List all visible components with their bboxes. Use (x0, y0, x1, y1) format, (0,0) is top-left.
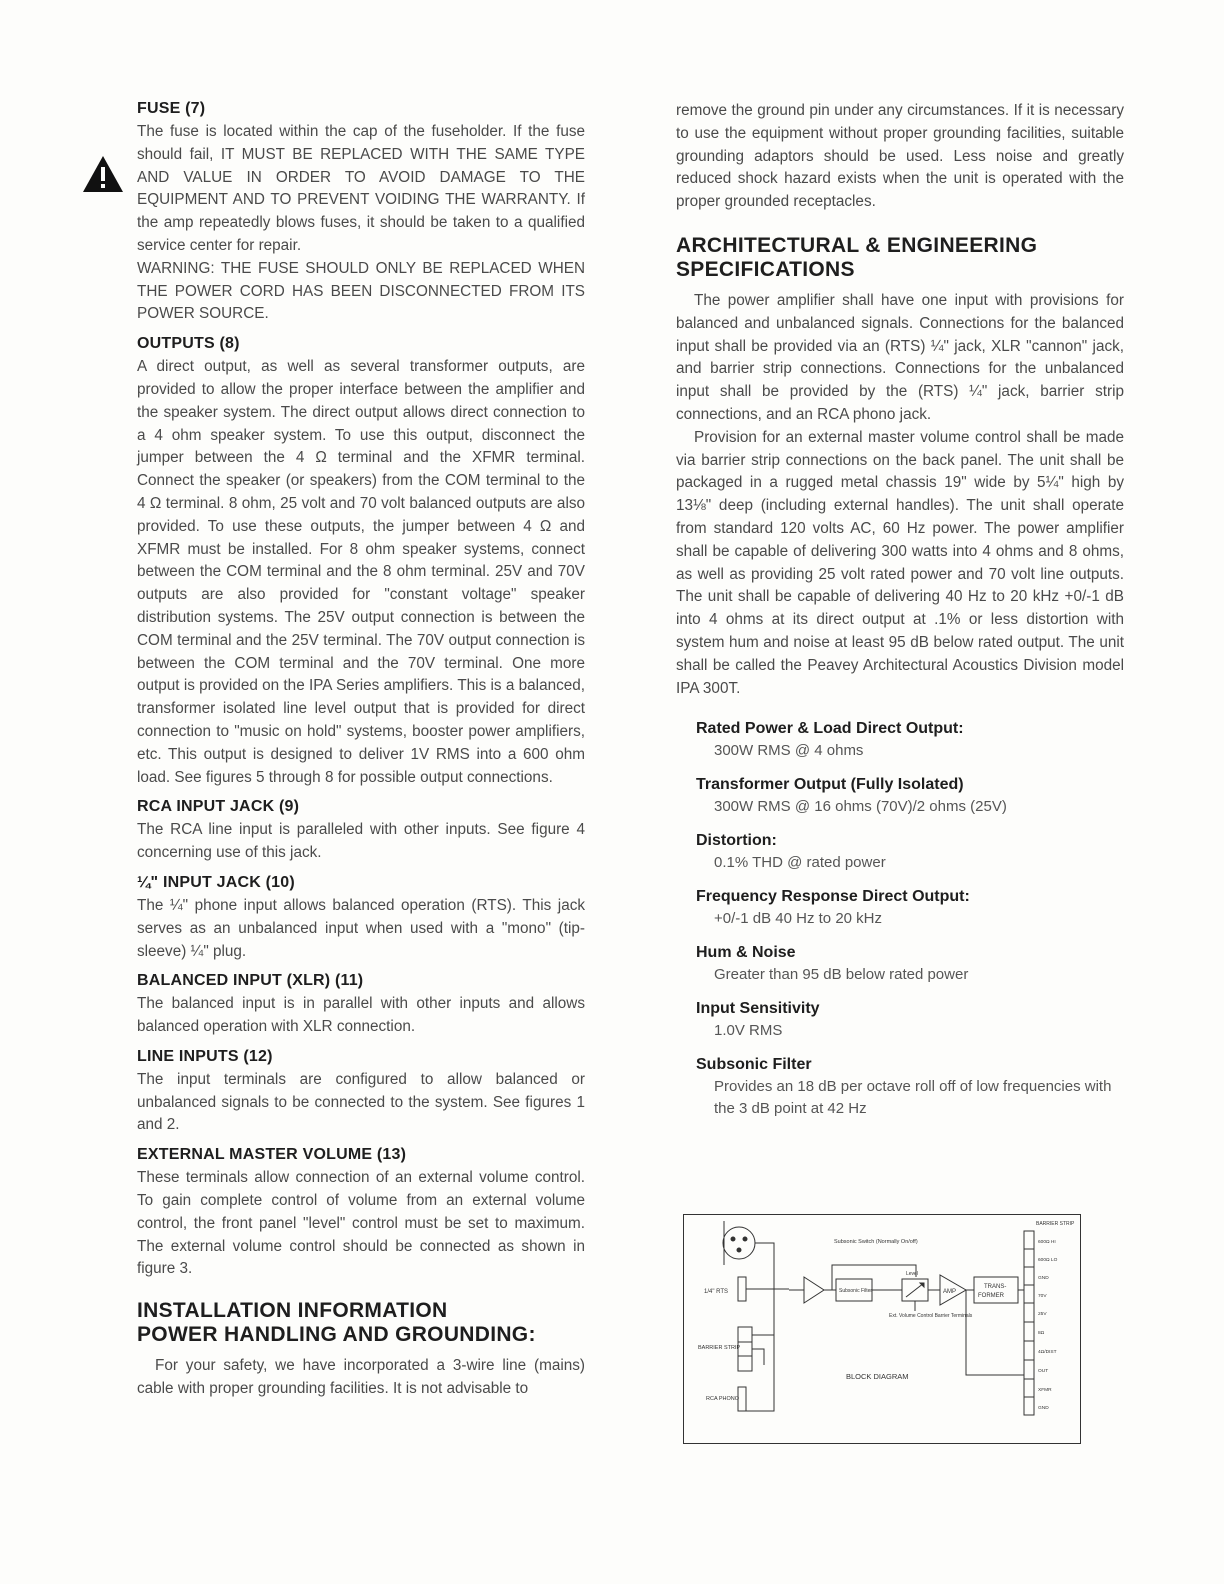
terminal-label: GND (1038, 1276, 1049, 1281)
terminal-label: OUT (1038, 1369, 1049, 1374)
terminal-label: 25V (1038, 1312, 1047, 1317)
arch-spec-para2: Provision for an external master volume control shall be made via barrier strip connections on the back panel. The unit shall be packaged in a rugged metal chassis 19" wide by 5¼" high by 13⅛" deep (including external handles). The unit shall operate from standard 120 volts AC, 60 Hz power. The power amplifier shall be capable of delivering 300 watts into 4 ohms and 8 ohms, as well as providing 25 volt rated power and 70 volt line outputs. The unit shall be capable of delivering 40 Hz to 20 kHz +0/-1 dB into 4 ohms at its direct output at .1% or less distortion with system hum and noise at least 95 dB below rated output. The unit shall be called the Peavey Architectural Acoustics Division model IPA 300T. (676, 428, 1124, 697)
spec-value: Greater than 95 dB below rated power (714, 966, 969, 984)
line-inputs-section (137, 1048, 585, 1137)
installation-section (137, 1299, 585, 1401)
line-inputs-heading: LINE INPUTS (12) (137, 1047, 273, 1065)
line-inputs-text: The input terminals are configured to allow balanced or unbalanced signals to be connected to the system. See figures 1 and 2. (137, 1070, 585, 1134)
arch-spec-heading-line1: ARCHITECTURAL & ENGINEERING (676, 233, 1038, 257)
external-master-heading: EXTERNAL MASTER VOLUME (13) (137, 1146, 407, 1164)
fuse-warning: WARNING: THE FUSE SHOULD ONLY BE REPLACED WHEN THE POWER CORD HAS BEEN DISCONNECTED FROM ITS POWER SOURCE. (137, 259, 585, 323)
fuse-text: The fuse is located within the cap of the fuseholder. If the fuse should fail, IT MUST BE REPLACED WITH THE SAME TYPE AND VALUE IN ORDER TO AVOID DAMAGE TO THE EQUIPMENT AND TO PREVENT VOIDING THE WARRANTY. If the amp repeatedly blows fuses, it should be taken to a qualified service center for repair. (137, 123, 585, 254)
terminal-label: 600Ω HI (1038, 1240, 1056, 1245)
spec-value: 1.0V RMS (714, 1022, 783, 1040)
installation-heading-line2: POWER HANDLING AND GROUNDING: (137, 1323, 536, 1347)
terminal-label: GND (1038, 1406, 1049, 1411)
amp-label: AMP (943, 1289, 957, 1295)
spec-item (696, 998, 1124, 1042)
rca-input-section (137, 798, 585, 865)
installation-heading (137, 1299, 585, 1347)
fuse-section (137, 100, 585, 326)
arch-spec-para1: The power amplifier shall have one input with provisions for balanced and unbalanced signals. Connections for the balanced input shall be provided via an (RTS) ¼" jack, XLR "cannon" jack, and barrier strip connections. Connections for the unbalanced input shall be provided by the (RTS) ¼" jack, barrier strip connections, and an RCA phono jack. (676, 291, 1124, 423)
installation-heading-line1: INSTALLATION INFORMATION (137, 1299, 448, 1323)
terminal-label: 70V (1038, 1294, 1047, 1299)
spec-value: 300W RMS @ 4 ohms (714, 742, 864, 760)
transformer-label-2: FORMER (978, 1293, 1004, 1299)
external-master-section (137, 1146, 585, 1281)
terminal-label: 600Ω LO (1038, 1258, 1058, 1263)
right-column (676, 100, 1124, 1132)
terminal-label: 8Ω (1038, 1331, 1045, 1336)
quarter-input-text: The ¼" phone input allows balanced operation (RTS). This jack serves as an unbalanced input when used with a "mono" (tip-sleeve) ¼" plug. (137, 896, 585, 960)
rts-jack-icon (738, 1277, 746, 1301)
spec-item (696, 718, 1124, 762)
spec-value: 300W RMS @ 16 ohms (70V)/2 ohms (25V) (714, 798, 1007, 816)
rca-jack-icon (738, 1387, 746, 1411)
diagram-title: BLOCK DIAGRAM (846, 1372, 909, 1381)
left-column (137, 100, 585, 1410)
rca-input-text: The RCA line input is paralleled with other inputs. See figure 4 concerning use of this jack. (137, 821, 585, 862)
output-terminal-strip (1024, 1231, 1034, 1415)
warning-triangle-icon (82, 155, 124, 193)
rts-label: 1/4" RTS (704, 1289, 729, 1295)
arch-spec-section (676, 234, 1124, 700)
arch-spec-heading-line2: SPECIFICATIONS (676, 257, 855, 281)
input-buffer-icon (804, 1277, 824, 1303)
quarter-input-section (137, 874, 585, 963)
spec-value: +0/-1 dB 40 Hz to 20 kHz (714, 910, 883, 928)
outputs-section (137, 335, 585, 789)
block-diagram-svg (684, 1215, 1080, 1443)
spec-item (696, 942, 1124, 986)
spec-list (676, 718, 1124, 1120)
level-label: Level (906, 1271, 918, 1277)
terminal-label: 4Ω/DIST (1038, 1350, 1057, 1355)
subsonic-switch-label: Subsonic Switch (Normally On/off) (834, 1239, 918, 1245)
terminal-label: XFMR (1038, 1388, 1052, 1393)
spec-value: 0.1% THD @ rated power (714, 854, 886, 872)
spec-label: Subsonic Filter (696, 1056, 812, 1074)
spec-label: Rated Power & Load Direct Output: (696, 720, 964, 738)
barrier-out-label: BARRIER STRIP (1036, 1221, 1075, 1227)
transformer-box (974, 1277, 1018, 1303)
xlr-connector-icon (723, 1221, 755, 1265)
ext-volume-label: Ext. Volume Control Barrier Terminals (889, 1313, 973, 1319)
external-master-text: These terminals allow connection of an external volume control. To gain complete control of volume from an external volume control, the front panel "level" control must be set to maximum. The external volume control should be connected as shown in figure 3. (137, 1169, 585, 1278)
balanced-input-section (137, 972, 585, 1039)
spec-value: Provides an 18 dB per octave roll off of low frequencies with the 3 dB point at 42 Hz (714, 1078, 1112, 1118)
rca-input-heading: RCA INPUT JACK (9) (137, 798, 300, 816)
block-diagram (683, 1214, 1081, 1444)
spec-item (696, 1054, 1124, 1120)
spec-label: Hum & Noise (696, 944, 796, 962)
outputs-heading: OUTPUTS (8) (137, 335, 240, 353)
spec-label: Transformer Output (Fully Isolated) (696, 776, 964, 794)
installation-text: For your safety, we have incorporated a 3-wire line (mains) cable with proper grounding facilities. It is not advisable to (137, 1357, 585, 1398)
spec-label: Frequency Response Direct Output: (696, 888, 970, 906)
spec-label: Input Sensitivity (696, 1000, 820, 1018)
balanced-input-text: The balanced input is in parallel with other inputs and allows balanced operation with XLR connection. (137, 995, 585, 1036)
spec-item (696, 886, 1124, 930)
spec-item (696, 830, 1124, 874)
balanced-input-heading: BALANCED INPUT (XLR) (11) (137, 972, 364, 990)
transformer-label-1: TRANS- (984, 1284, 1007, 1290)
barrier-in-label: BARRIER STRIP (698, 1345, 741, 1351)
fuse-heading: FUSE (7) (137, 100, 206, 117)
spec-item (696, 774, 1124, 818)
rca-label: RCA PHONO (706, 1396, 740, 1402)
outputs-text: A direct output, as well as several transformer outputs, are provided to allow the proper interface between the amplifier and the speaker system. The direct output allows direct connection to a 4 ohm speaker system. To use this output, disconnect the jumper between the 4 Ω terminal and the XFMR terminal. Connect the speaker (or speakers) from the COM terminal to the 4 Ω terminal. 8 ohm, 25 volt and 70 volt balanced outputs are also provided. To use these outputs, the jumper between 4 Ω and XFMR must be installed. For 8 ohm speaker systems, connect between the COM terminal and the 8 ohm terminal. 25V and 70V outputs are also provided for "constant voltage" speaker distribution systems. The 25V output connection is between the COM terminal and the 25V terminal. The 70V output connection is between the COM terminal and the 70V terminal. One more output is provided on the IPA Series amplifiers. This is a balanced, transformer isolated line level output that is provided for direct connection to "music on hold" systems, booster power amplifiers, etc. This output is designed to deliver 1V RMS into a 600 ohm load. See figures 5 through 8 for possible output connections. (137, 358, 585, 786)
subsonic-filter-label: Subsonic Filter (839, 1288, 873, 1294)
quarter-input-heading: ¼" INPUT JACK (10) (137, 873, 295, 891)
spec-label: Distortion: (696, 832, 777, 850)
arch-spec-heading (676, 234, 1124, 282)
grounding-continuation: remove the ground pin under any circumstances. If it is necessary to use the equipment without proper grounding facilities, suitable grounding adaptors should be used. Less noise and greatly reduced shock hazard exists when the unit is operated with the proper grounded receptacles. (676, 102, 1124, 211)
